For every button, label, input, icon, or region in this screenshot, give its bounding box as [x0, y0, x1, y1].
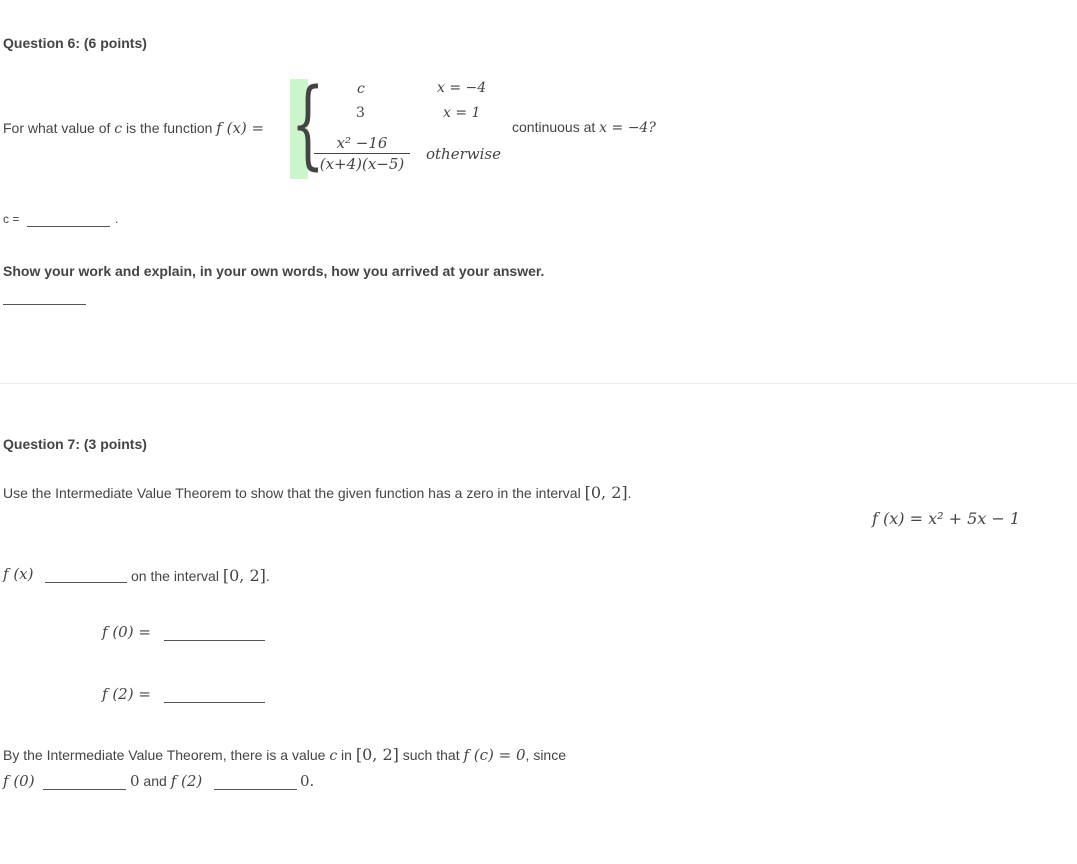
work-prompt: Show your work and explain, in your own words, how you arrived at your answer. — [3, 263, 545, 279]
conclusion-such: such that — [398, 747, 464, 763]
fraction-numerator: x² −16 — [336, 134, 388, 152]
conclusion-c: c — [329, 748, 338, 764]
given-function: f (x) = x² + 5x − 1 — [872, 509, 1021, 528]
and-text: and — [139, 773, 171, 789]
conclusion-text: By the Intermediate Value Theorem, there is a value — [3, 747, 330, 763]
piece-2-value: 3 — [356, 105, 365, 121]
question-6-prompt — [3, 119, 264, 137]
prompt-text-mid: is the function — [122, 120, 217, 136]
interval-2: [0, 2] — [222, 566, 266, 585]
f0-compare-input[interactable] — [43, 773, 126, 790]
continuity-point: x = −4? — [599, 120, 656, 136]
continuity-text — [512, 119, 656, 136]
work-input[interactable] — [3, 288, 86, 305]
interval-line — [131, 566, 270, 585]
f2-label: f (2) = — [102, 685, 151, 703]
conclusion-since: , since — [525, 747, 567, 763]
compare-middle — [130, 772, 202, 790]
piece-1-value: c — [357, 81, 365, 97]
interval: [0, 2] — [584, 483, 628, 502]
function-label: f (x) = — [216, 119, 265, 137]
conclusion-in: in — [337, 747, 356, 763]
fx-label: f (x) — [3, 565, 34, 583]
f2-compare-label: f (2) — [170, 772, 203, 790]
c-answer-input[interactable] — [27, 210, 110, 227]
conclusion-interval: [0, 2] — [355, 745, 399, 764]
ivt-conclusion — [3, 745, 566, 764]
question-divider — [0, 383, 1077, 384]
fraction-denominator: (x+4)(x−5) — [319, 155, 405, 173]
prompt-period: . — [627, 485, 632, 501]
zero-2: 0. — [300, 772, 315, 790]
question-7-prompt — [3, 483, 632, 502]
f0-compare-label: f (0) — [3, 772, 35, 790]
f2-compare-input[interactable] — [214, 773, 297, 790]
answer-label: c = — [3, 212, 20, 226]
interval-period: . — [265, 568, 270, 584]
answer-trailer: . — [115, 212, 119, 226]
piece-2-condition: x = 1 — [443, 105, 481, 121]
question-6-title: Question 6: (6 points) — [3, 35, 147, 51]
continuity-prompt: continuous at — [512, 119, 600, 135]
piece-3-fraction — [314, 134, 410, 173]
interval-text: on the interval — [131, 568, 223, 584]
f2-input[interactable] — [164, 686, 265, 703]
f0-input[interactable] — [164, 624, 265, 641]
left-brace: { — [291, 68, 325, 180]
f0-label: f (0) = — [102, 623, 151, 641]
piece-1-condition: x = −4 — [437, 80, 487, 96]
answer-row — [3, 212, 19, 226]
conclusion-fc: f (c) = 0 — [463, 746, 526, 764]
piece-3-condition: otherwise — [426, 145, 501, 163]
fraction-bar — [314, 153, 410, 154]
variable-c: c — [114, 121, 123, 137]
prompt-text: For what value of — [3, 120, 115, 136]
ivt-prompt: Use the Intermediate Value Theorem to show that the given function has a zero in the interval — [3, 485, 585, 501]
question-7-title: Question 7: (3 points) — [3, 436, 147, 452]
zero-1: 0 — [130, 772, 140, 790]
continuity-answer-input[interactable] — [45, 566, 127, 583]
